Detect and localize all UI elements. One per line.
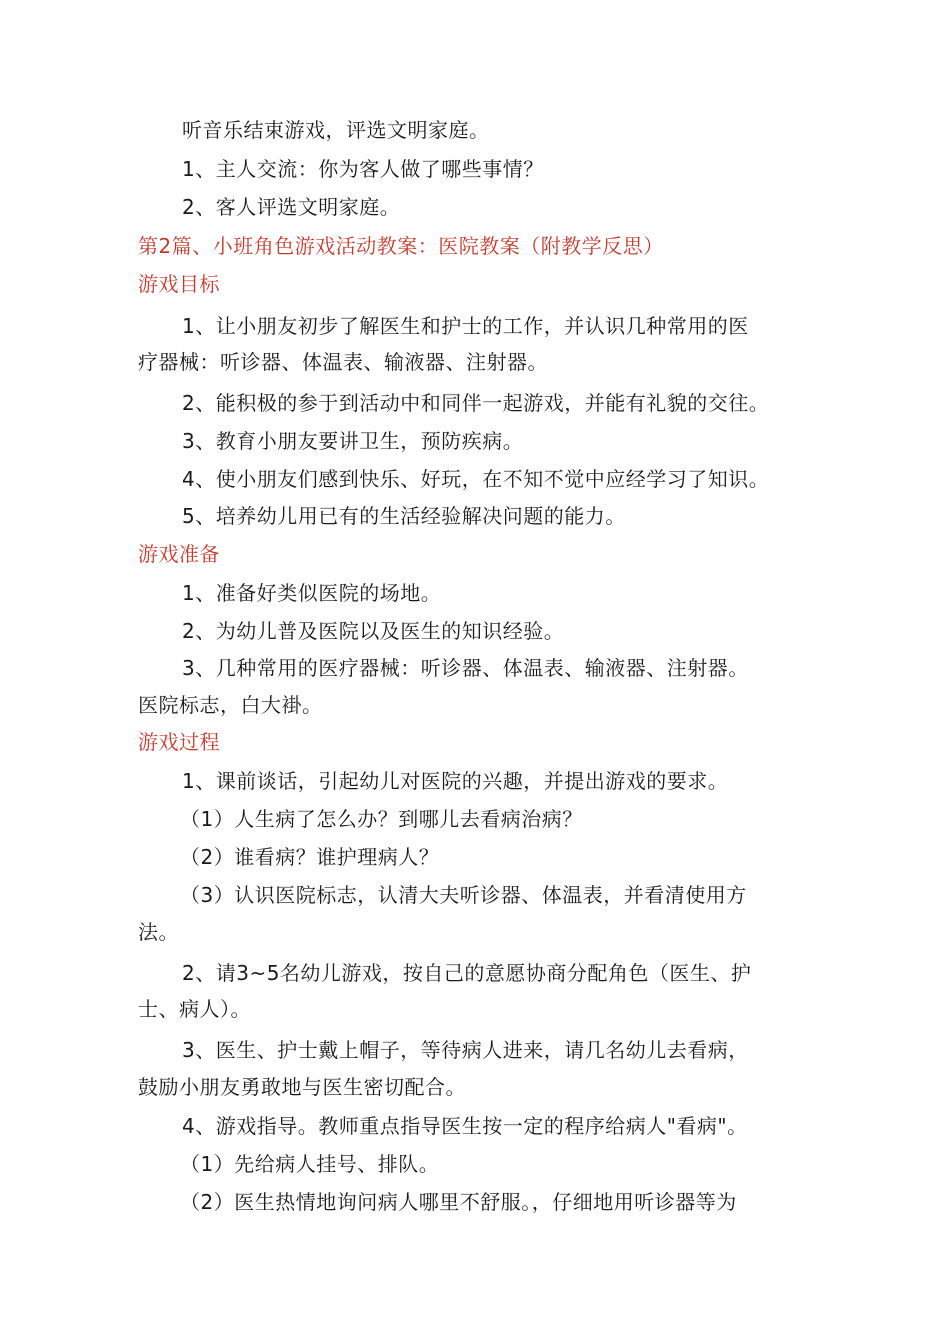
text-line: 听音乐结束游戏，评选文明家庭。 — [182, 118, 490, 142]
section-heading-prep: 游戏准备 — [138, 542, 220, 566]
text-line: 2、能积极的参于到活动中和同伴一起游戏，并能有礼貌的交往。 — [182, 391, 770, 415]
text-line: （1）人生病了怎么办？到哪儿去看病治病？ — [180, 807, 583, 831]
text-line: 1、主人交流：你为客人做了哪些事情？ — [182, 157, 544, 181]
text-line: 疗器械：听诊器、体温表、输液器、注射器。 — [138, 350, 548, 374]
text-line: （3）认识医院标志，认清大夫听诊器、体温表，并看清使用方 — [180, 883, 747, 907]
text-line: 2、客人评选文明家庭。 — [182, 195, 401, 219]
text-line: 4、游戏指导。教师重点指导医生按一定的程序给病人"看病"。 — [182, 1114, 748, 1138]
text-line: （2）医生热情地询问病人哪里不舒服。，仔细地用听诊器等为 — [180, 1190, 737, 1214]
text-line: 1、让小朋友初步了解医生和护士的工作，并认识几种常用的医 — [182, 314, 749, 338]
text-line: 5、培养幼儿用已有的生活经验解决问题的能力。 — [182, 504, 626, 528]
section-title: 第2篇、小班角色游戏活动教案：医院教案（附教学反思） — [138, 234, 664, 258]
text-line: 4、使小朋友们感到快乐、好玩，在不知不觉中应经学习了知识。 — [182, 467, 770, 491]
text-line: 3、几种常用的医疗器械：听诊器、体温表、输液器、注射器。 — [182, 656, 749, 680]
section-heading-goals: 游戏目标 — [138, 272, 220, 296]
text-line: 1、课前谈话，引起幼儿对医院的兴趣，并提出游戏的要求。 — [182, 769, 729, 793]
text-line: 3、医生、护士戴上帽子，等待病人进来，请几名幼儿去看病， — [182, 1038, 749, 1062]
text-line: 2、请3~5名幼儿游戏，按自己的意愿协商分配角色（医生、护 — [182, 961, 752, 985]
text-line: 3、教育小朋友要讲卫生，预防疾病。 — [182, 429, 524, 453]
text-line: （1）先给病人挂号、排队。 — [180, 1152, 440, 1176]
text-line: 1、准备好类似医院的场地。 — [182, 581, 442, 605]
text-line: 法。 — [138, 920, 179, 944]
text-line: 2、为幼儿普及医院以及医生的知识经验。 — [182, 619, 565, 643]
text-line: 士、病人）。 — [138, 997, 251, 1021]
text-line: 鼓励小朋友勇敢地与医生密切配合。 — [138, 1075, 466, 1099]
text-line: 医院标志，白大褂。 — [138, 693, 323, 717]
section-heading-process: 游戏过程 — [138, 730, 220, 754]
text-line: （2）谁看病？谁护理病人？ — [180, 845, 440, 869]
